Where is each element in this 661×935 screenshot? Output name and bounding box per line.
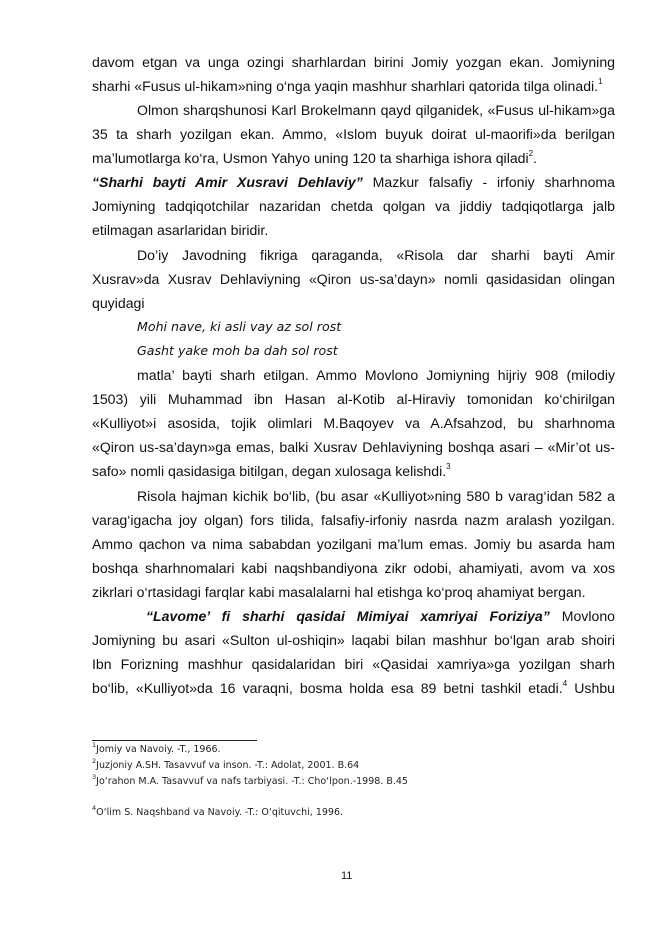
- footnote: $^4$O‘lim S. Naqshband va Navoiy. -T.: O‘qituvchi, 1996.: [92, 803, 344, 818]
- footnote: $^1$Jomiy va Navoiy. -T., 1966.: [92, 740, 221, 755]
- verse-line: Gasht yake moh ba dah sol rost: [137, 343, 338, 358]
- footnote: $^3$Jo‘rahon M.A. Tasavvuf va nafs tarbiyasi. -T.: Cho‘lpon.-1998. B.45: [92, 772, 408, 787]
- text-line: “Sharhi bayti Amir Xusravi Dehlaviy” Mazkur falsafiy - irfoniy sharhnoma: [92, 174, 615, 190]
- text-line: ma’lumotlarga ko‘ra, Usmon Yahyo uning 120 ta sharhiga ishora qiladi$^2$.: [92, 149, 538, 166]
- text-line: 1503) yili Muhammad ibn Hasan al-Kotib al-Hiraviy tomonidan ko‘chirilgan: [92, 391, 615, 407]
- section-title: “Lavome’ fi sharhi qasidai Mimiyai xamriyai Foriziya”: [146, 608, 550, 624]
- text-line: sharhi «Fusus ul-hikam»ning o‘nga yaqin mashhur sharhlari qatorida tilga olinadi.$^1$: [92, 77, 603, 94]
- text-line: Risola hajman kichik bo‘lib, (bu asar «Kulliyot»ning 580 b varag‘idan 582 a: [137, 488, 615, 504]
- text-line: «Qiron us-sa’dayn»ga emas, balki Xusrav Dehlaviyning boshqa asari – «Mir’ot us-: [92, 439, 615, 455]
- section-title: “Sharhi bayti Amir Xusravi Dehlaviy”: [92, 174, 363, 190]
- text-line: 35 ta sharh yozilgan ekan. Ammo, «Islom buyuk doirat ul-maorifi»da berilgan: [92, 126, 615, 142]
- text-line: zikrlari o‘rtasidagi farqlar kabi masalalarni hal etishga ko‘proq ahamiyat bergan.: [92, 584, 586, 600]
- text-line: safo» nomli qasidasiga bitilgan, degan xulosaga kelishdi.$^3$: [92, 462, 451, 479]
- text-line: boshqa sharhnomalari kabi naqshbandiyona zikr odobi, ahamiyati, avom va xos: [92, 560, 615, 576]
- text-line: Do’iy Javodning fikriga qaraganda, «Risola dar sharhi bayti Amir: [137, 247, 615, 263]
- footnote-ref[interactable]: 4: [562, 679, 568, 689]
- verse-line: Mohi nave, ki asli vay az sol rost: [137, 319, 342, 334]
- text-line: «Kulliyot»i asosida, tojik olimlari M.Baqoyev va A.Afsahzod, bu sharhnoma: [92, 415, 615, 431]
- footnote-ref[interactable]: 2: [528, 149, 534, 159]
- text-line: quyidagi: [92, 295, 145, 311]
- text-line: Xusrav»da Xusrav Dehlaviyning «Qiron us-sa’dayn» nomli qasidasidan olingan: [92, 271, 615, 287]
- text-line: Ammo qachon va nima sababdan yozilgani ma’lum emas. Jomiy bu asarda ham: [92, 536, 615, 552]
- footnote-ref[interactable]: 1: [598, 77, 603, 87]
- text-line: etilmagan asarlaridan biridir.: [92, 222, 269, 238]
- page-number: 11: [341, 870, 353, 882]
- footnote: $^2$Juzjoniy A.SH. Tasavvuf va inson. -T.: Adolat, 2001. B.64: [92, 756, 360, 771]
- text-line: bo‘lib, «Kulliyot»da 16 varaqni, bosma holda esa 89 betni tashkil etadi.$^4$ Ushbu: [92, 679, 615, 696]
- text-line: matla’ bayti sharh etilgan. Ammo Movlono Jomiyning hijriy 908 (milodiy: [137, 367, 615, 383]
- footnote-divider: [92, 740, 257, 741]
- text-line: davom etgan va unga ozingi sharhlardan birini Jomiy yozgan ekan. Jomiyning: [92, 54, 615, 70]
- text-line: Ibn Forizning mashhur qasidalaridan biri «Qasidai xamriya»ga yozilgan sharh: [92, 656, 615, 672]
- text-line: “Lavome’ fi sharhi qasidai Mimiyai xamriyai Foriziya” Movlono: [146, 608, 615, 624]
- text-line: Jomiyning tadqiqotchilar nazaridan chetda qolgan va jiddiy tadqiqotlarga jalb: [92, 198, 615, 214]
- text-line: Olmon sharqshunosi Karl Brokelmann qayd qilganidek, «Fusus ul-hikam»ga: [137, 102, 615, 118]
- text-line: Jomiyning bu asari «Sulton ul-oshiqin» laqabi bilan mashhur bo‘lgan arab shoiri: [92, 632, 615, 648]
- text-line: varag‘igacha joy olgan) fors tilida, falsafiy-irfoniy nasrda nazm aralash yozilgan.: [92, 512, 615, 528]
- footnote-ref[interactable]: 3: [446, 462, 451, 472]
